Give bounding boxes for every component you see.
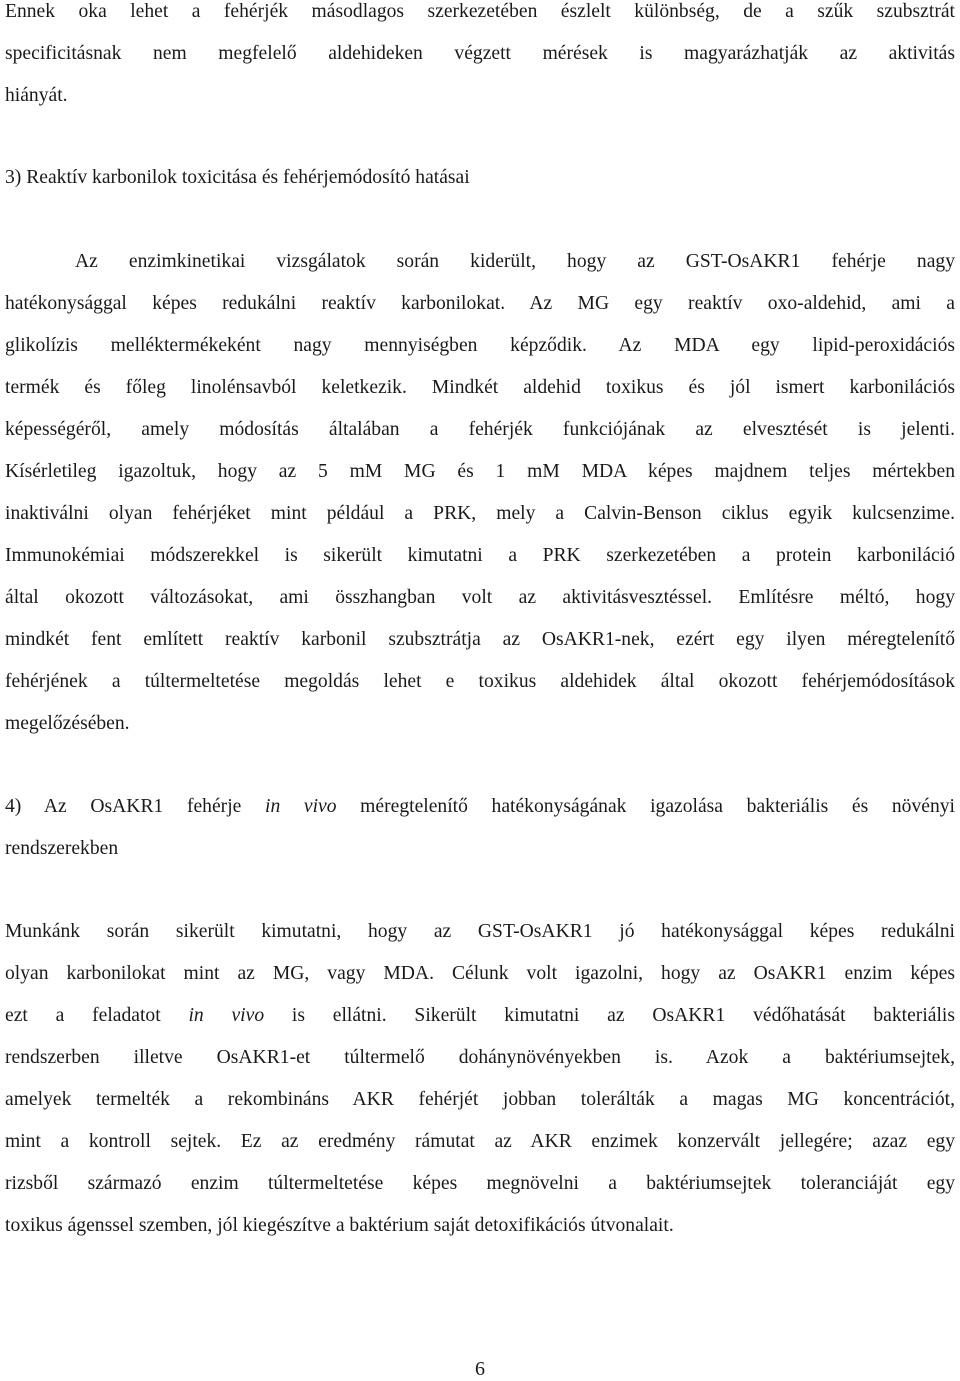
text-line: Az enzimkinetikai vizsgálatok során kiderült, hogy az GST-OsAKR1 fehérje nagy (75, 251, 955, 272)
text-line: Munkánk során sikerült kimutatni, hogy az GST-OsAKR1 jó hatékonysággal képes redukálni (5, 921, 955, 942)
heading-text: méregtelenítő hatékonyságának igazolása bakteriális és növényi (336, 796, 955, 817)
text-line: glikolízis melléktermékeként nagy mennyiségben képződik. Az MDA egy lipid-peroxidációs (5, 335, 955, 356)
text-line: képességéről, amely módosítás általában a fehérjék funkciójának az elvesztését is jelenti. (5, 419, 955, 440)
text-line: fehérjének a túltermeltetése megoldás lehet e toxikus aldehidek által okozott fehérjemódosítások (5, 671, 955, 692)
text-line: inaktiválni olyan fehérjéket mint például a PRK, mely a Calvin-Benson ciklus egyik kulcsenzime. (5, 503, 955, 524)
heading-italic-text: in vivo (265, 796, 337, 817)
text-line: által okozott változásokat, ami összhangban volt az aktivitásvesztéssel. Említésre méltó, hogy (5, 587, 955, 608)
text-line: rizsből származó enzim túltermeltetése képes megnövelni a baktériumsejtek toleranciáját egy (5, 1173, 955, 1194)
section-heading-3: 3) Reaktív karbonilok toxicitása és fehérjemódosító hatásai (5, 167, 470, 188)
text-line: megelőzésében. (5, 713, 130, 734)
page-number: 6 (475, 1358, 485, 1380)
text-line: Ennek oka lehet a fehérjék másodlagos szerkezetében észlelt különbség, de a szűk szubsztrát (5, 1, 955, 22)
section-heading-4 (5, 795, 955, 819)
italic-text: in vivo (188, 1005, 265, 1026)
text-line: amelyek termelték a rekombináns AKR fehérjét jobban tolerálták a magas MG koncentrációt, (5, 1089, 955, 1110)
text-line: mindkét fent említett reaktív karbonil szubsztrátja az OsAKR1-nek, ezért egy ilyen méregtelenítő (5, 629, 955, 650)
text-line: termék és főleg linolénsavból keletkezik. Mindkét aldehid toxikus és jól ismert karbonilációs (5, 377, 955, 398)
text-segment: ezt a feladatot (5, 1005, 189, 1026)
text-line: toxikus ágenssel szemben, jól kiegészítve a baktérium saját detoxifikációs útvonalait. (5, 1215, 674, 1236)
text-line: rendszerben illetve OsAKR1-et túltermelő dohánynövényekben is. Azok a baktériumsejtek, (5, 1047, 955, 1068)
text-line: mint a kontroll sejtek. Ez az eredmény rámutat az AKR enzimek konzervált jellegére; azaz egy (5, 1131, 955, 1152)
text-line: hatékonysággal képes redukálni reaktív karbonilokat. Az MG egy reaktív oxo-aldehid, ami a (5, 293, 955, 314)
text-line: Kísérletileg igazoltuk, hogy az 5 mM MG és 1 mM MDA képes majdnem teljes mértekben (5, 461, 955, 482)
text-line: olyan karbonilokat mint az MG, vagy MDA. Célunk volt igazolni, hogy az OsAKR1 enzim képes (5, 963, 955, 984)
section-heading-4-line-2: rendszerekben (5, 838, 119, 859)
text-line: specificitásnak nem megfelelő aldehideken végzett mérések is magyarázhatják az aktivitás (5, 43, 955, 64)
text-segment: is ellátni. Sikerült kimutatni az OsAKR1 védőhatását bakteriális (264, 1005, 955, 1026)
heading-text: 4) Az OsAKR1 fehérje (5, 796, 265, 817)
text-line: Immunokémiai módszerekkel is sikerült kimutatni a PRK szerkezetében a protein karboniláció (5, 545, 955, 566)
text-line: hiányát. (5, 85, 68, 106)
text-line (5, 1004, 955, 1028)
